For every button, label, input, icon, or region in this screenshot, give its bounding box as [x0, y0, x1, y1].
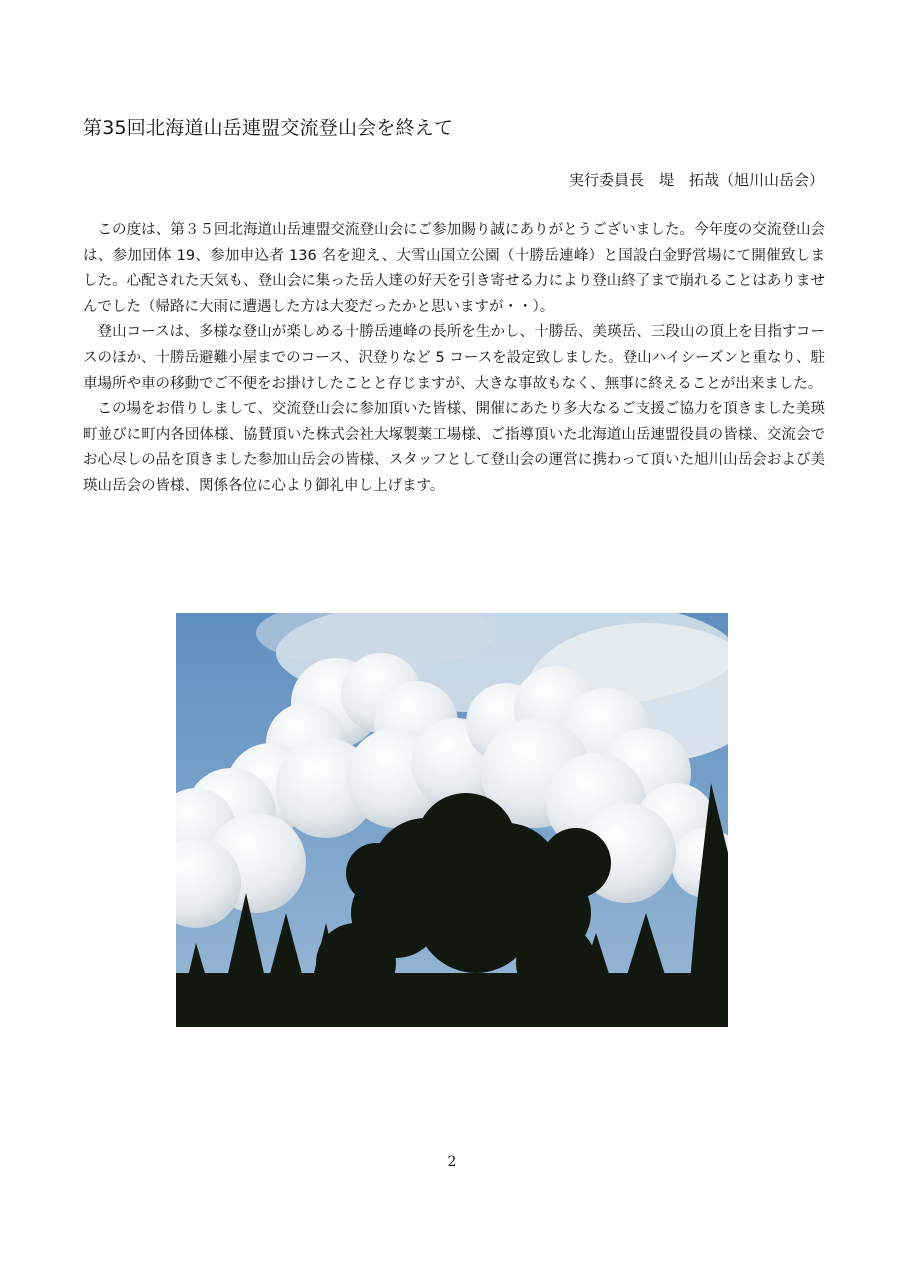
page-number: 2	[447, 1154, 457, 1170]
document-title: 第35回北海道山岳連盟交流登山会を終えて	[83, 117, 454, 139]
paragraph: この場をお借りしまして、交流登山会に参加頂いた皆様、開催にあたり多大なるご支援ご協力を頂きました美瑛町並びに町内各団体様、協賛頂いた株式会社大塚製薬工場様、ご指導頂いた北海道山岳連盟役員の皆様、交流会でお心尽しの品を頂きました参加山岳会の皆様、スタッフとして登山会の運営に携わって頂いた旭川山岳会および美瑛山岳会の皆様、関係各位に心より御礼申し上げます。	[83, 401, 825, 494]
author-line: 実行委員長 堤 拓哉（旭川山岳会）	[568, 171, 824, 189]
body-text	[83, 218, 825, 500]
paragraph: 登山コースは、多様な登山が楽しめる十勝岳連峰の長所を生かし、十勝岳、美瑛岳、三段山の頂上を目指すコースのほか、十勝岳避難小屋までのコース、沢登りなど 5 コースを設定致しました。登山ハイシーズンと重なり、駐車場所や車の移動でご不便をお掛けしたことと存じますが、大きな事故もなく、無事に終えることが出来ました。	[83, 324, 825, 392]
cloud-and-trees-photo	[176, 613, 728, 1027]
paragraph: この度は、第３５回北海道山岳連盟交流登山会にご参加賜り誠にありがとうございました。今年度の交流登山会は、参加団体 19、参加申込者 136 名を迎え、大雪山国立公園（十勝岳連峰）と国設白金野営場にて開催致しました。心配された天気も、登山会に集った岳人達の好天を引き寄せる力により登山終了まで崩れることはありませんでした（帰路に大雨に遭遇した方は大変だったかと思いますが・・）。	[83, 222, 825, 315]
